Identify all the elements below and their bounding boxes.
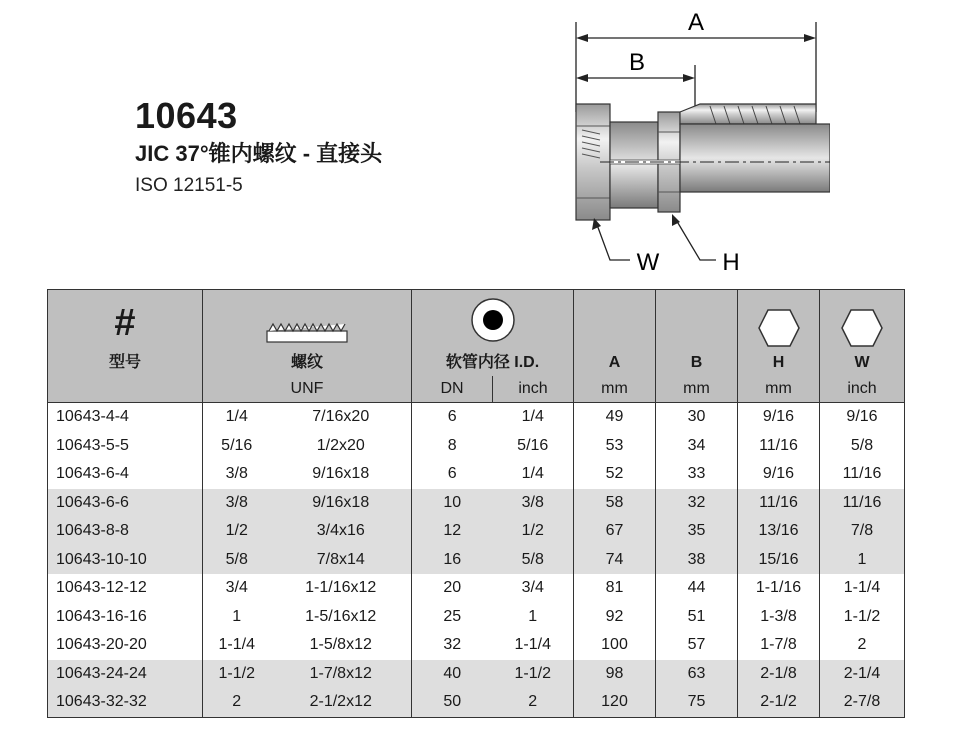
cell-w: 11/16 <box>842 465 882 482</box>
header-part <box>48 290 203 377</box>
cell-part: 10643-6-4 <box>48 460 203 489</box>
cell-dn: 32 <box>443 636 462 653</box>
cell-dn: 6 <box>447 465 457 482</box>
cell-dn: 10 <box>412 489 493 518</box>
cell-w: 5/8 <box>850 436 874 454</box>
hash-icon: # <box>114 302 136 344</box>
cell-b: 75 <box>656 688 738 717</box>
cell-dn: 20 <box>443 579 462 596</box>
cell-a: 52 <box>574 460 656 489</box>
fitting-drawing <box>560 10 830 285</box>
cell-h: 1-1/16 <box>738 574 820 603</box>
cell-dn: 40 <box>412 660 493 689</box>
header-w <box>820 290 905 377</box>
cell-inch: 1-1/4 <box>493 631 574 660</box>
cell-inch: 5/8 <box>493 546 574 575</box>
cell-thread-size: 2 <box>203 688 271 717</box>
table-row <box>48 489 905 518</box>
dim-b-label: B <box>628 49 646 76</box>
cell-b: 57 <box>656 631 738 660</box>
cell-b: 63 <box>656 660 738 689</box>
header-hose-inch: inch <box>493 376 574 403</box>
header-hose-id-label: 软管内径 I.D. <box>445 354 540 371</box>
cell-part: 10643-24-24 <box>48 660 203 689</box>
cell-thread-size: 1/2 <box>203 517 271 546</box>
cell-a: 81 <box>574 574 656 603</box>
part-number: 10643 <box>135 95 238 136</box>
dim-w-label: W <box>636 249 660 276</box>
table-row <box>48 517 905 546</box>
cell-thread-size: 5/16 <box>221 436 253 454</box>
cell-inch: 2 <box>493 688 574 717</box>
table-row <box>48 460 905 489</box>
cell-b: 51 <box>656 603 738 632</box>
table-row <box>48 403 905 432</box>
cell-inch: 5/16 <box>493 432 574 461</box>
cell-inch: 1/2 <box>493 517 574 546</box>
cell-a: 100 <box>574 631 656 660</box>
cell-b: 38 <box>656 546 738 575</box>
table-row <box>48 574 905 603</box>
cell-h: 2-1/2 <box>738 688 820 717</box>
cell-w: 2-7/8 <box>820 688 905 717</box>
cell-inch: 1/4 <box>493 403 574 432</box>
cell-h: 2-1/8 <box>738 660 820 689</box>
header-thread-unit: UNF <box>203 376 412 403</box>
cell-inch: 1-1/2 <box>493 660 574 689</box>
spec-table <box>47 289 905 718</box>
cell-a: 98 <box>574 660 656 689</box>
cell-b: 32 <box>656 489 738 518</box>
table-row <box>48 688 905 717</box>
cell-w: 1 <box>820 546 905 575</box>
header-thread <box>203 290 412 377</box>
iso-standard: ISO 12151-5 <box>135 175 243 196</box>
header-a <box>574 290 656 377</box>
spec-table-body <box>48 403 905 718</box>
cell-w: 9/16 <box>846 408 878 425</box>
cell-inch: 3/8 <box>493 489 574 518</box>
cell-a: 120 <box>574 688 656 717</box>
table-row <box>48 660 905 689</box>
table-row <box>48 603 905 632</box>
cell-part: 10643-12-12 <box>48 574 203 603</box>
cell-h: 1-3/8 <box>738 603 820 632</box>
hex-w-icon <box>840 308 884 348</box>
cell-part: 10643-5-5 <box>48 432 203 461</box>
cell-a: 49 <box>574 403 656 432</box>
cell-h: 1-7/8 <box>738 631 820 660</box>
cell-h: 15/16 <box>738 546 820 575</box>
cell-thread-size: 1-1/4 <box>218 636 255 653</box>
cell-b: 34 <box>656 432 738 461</box>
cell-thread-unf: 9/16x18 <box>271 489 412 518</box>
cell-thread-unf: 7/16x20 <box>271 403 412 432</box>
header-a-unit: mm <box>574 376 656 403</box>
cell-part: 10643-8-8 <box>48 517 203 546</box>
cell-h: 9/16 <box>738 403 820 432</box>
table-row <box>48 432 905 461</box>
header-b-unit: mm <box>656 376 738 403</box>
hex-h-icon <box>757 308 801 348</box>
cell-thread-unf: 1-5/8x12 <box>271 631 412 660</box>
cell-dn: 50 <box>412 688 493 717</box>
cell-a: 74 <box>574 546 656 575</box>
cell-inch: 3/4 <box>493 574 574 603</box>
cell-b: 30 <box>656 403 738 432</box>
cell-b: 33 <box>656 460 738 489</box>
table-row <box>48 546 905 575</box>
header-thread-label: 螺纹 <box>290 354 323 371</box>
cell-b: 35 <box>656 517 738 546</box>
product-subtitle: JIC 37°锥内螺纹 - 直接头 <box>135 141 383 166</box>
table-row <box>48 631 905 660</box>
header-a-label: A <box>608 354 621 371</box>
header-part-label: 型号 <box>108 354 141 371</box>
cell-thread-unf: 1/2x20 <box>271 432 412 461</box>
thread-icon <box>266 321 348 343</box>
cell-part: 10643-16-16 <box>48 603 203 632</box>
cell-thread-size: 3/4 <box>225 579 248 596</box>
title-block <box>135 96 382 198</box>
cell-part: 10643-20-20 <box>48 631 203 660</box>
header-b <box>656 290 738 377</box>
header-hose-dn: DN <box>412 376 493 403</box>
cell-thread-size: 1/4 <box>225 408 248 425</box>
cell-a: 67 <box>574 517 656 546</box>
header-b-label: B <box>690 354 703 371</box>
cell-dn: 16 <box>412 546 493 575</box>
cell-part: 10643-32-32 <box>48 688 203 717</box>
header-h <box>738 290 820 377</box>
cell-w: 2-1/4 <box>820 660 905 689</box>
cell-w: 1-1/2 <box>843 607 881 625</box>
cell-thread-unf: 1-5/16x12 <box>271 603 412 632</box>
cell-thread-size: 3/8 <box>225 465 248 482</box>
cell-h: 11/16 <box>738 489 820 518</box>
cell-h: 13/16 <box>738 517 820 546</box>
header-h-unit: mm <box>738 376 820 403</box>
header-w-unit: inch <box>820 376 905 403</box>
cell-thread-size: 1 <box>232 607 242 625</box>
cell-dn: 25 <box>443 607 462 625</box>
cell-w: 11/16 <box>820 489 905 518</box>
dim-h-label: H <box>722 249 740 276</box>
hose-circle-icon <box>470 297 516 343</box>
cell-b: 44 <box>656 574 738 603</box>
cell-dn: 12 <box>412 517 493 546</box>
header-w-label: W <box>854 354 870 371</box>
cell-thread-size: 1-1/2 <box>203 660 271 689</box>
cell-w: 1-1/4 <box>843 579 881 596</box>
cell-thread-unf: 1-7/8x12 <box>271 660 412 689</box>
cell-h: 9/16 <box>738 460 820 489</box>
cell-thread-unf: 9/16x18 <box>271 460 412 489</box>
cell-w: 2 <box>857 636 867 653</box>
cell-part: 10643-4-4 <box>48 403 203 432</box>
cell-inch: 1 <box>493 603 574 632</box>
cell-thread-unf: 3/4x16 <box>271 517 412 546</box>
cell-h: 11/16 <box>738 432 820 461</box>
cell-thread-size: 5/8 <box>203 546 271 575</box>
cell-a: 92 <box>574 603 656 632</box>
header-h-label: H <box>772 354 785 371</box>
cell-inch: 1/4 <box>493 460 574 489</box>
cell-dn: 8 <box>447 436 457 454</box>
cell-thread-size: 3/8 <box>203 489 271 518</box>
cell-dn: 6 <box>447 408 457 425</box>
cell-thread-unf: 2-1/2x12 <box>271 688 412 717</box>
dim-a-label: A <box>687 10 705 36</box>
header-hose-id <box>412 290 574 377</box>
cell-thread-unf: 7/8x14 <box>271 546 412 575</box>
cell-part: 10643-10-10 <box>48 546 203 575</box>
cell-a: 53 <box>574 432 656 461</box>
cell-part: 10643-6-6 <box>48 489 203 518</box>
cell-a: 58 <box>574 489 656 518</box>
header-part-unit <box>48 376 203 403</box>
cell-w: 7/8 <box>820 517 905 546</box>
cell-thread-unf: 1-1/16x12 <box>271 574 412 603</box>
